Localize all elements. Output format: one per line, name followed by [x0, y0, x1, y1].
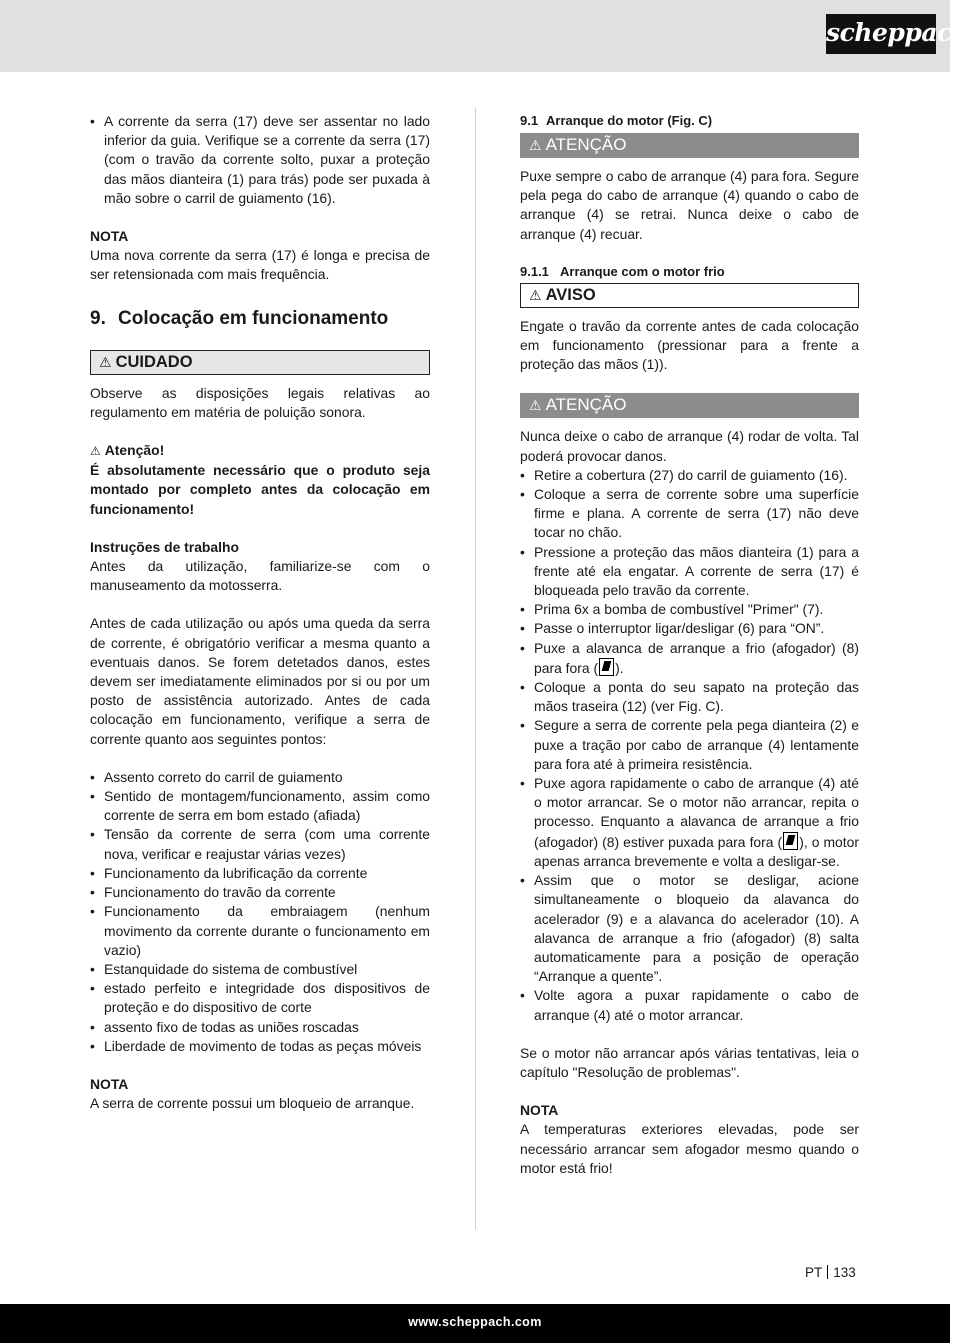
page-language: PT [805, 1265, 823, 1280]
note-text: A serra de corrente possui um bloqueio de arranque. [90, 1095, 415, 1112]
left-column [90, 112, 430, 1113]
footer-bar [0, 1304, 950, 1343]
list-item: • assento fixo de todas as uniões roscadas [90, 1018, 430, 1037]
list-item: • Prima 6x a bomba de combustível "Primer" (7). [520, 600, 859, 619]
step-text: Puxe a alavanca de arranque a frio (afogador) (8) para fora ( [534, 639, 859, 676]
attention-box [520, 133, 859, 158]
subsection-number: 9.1 [520, 113, 539, 128]
warning-triangle-icon: ⚠ [529, 138, 542, 154]
list-item [520, 639, 859, 678]
list-item: • Sentido de montagem/funcionamento, assim como corrente de serra em bom estado (afiada) [90, 787, 430, 825]
check-list [90, 768, 430, 1056]
page-number-value: 133 [833, 1265, 856, 1280]
instructions-label: Instruções de trabalho [90, 538, 239, 555]
attention-box [520, 393, 859, 418]
list-item: • Funcionamento da lubrificação da corrente [90, 864, 430, 883]
caution-box [90, 350, 430, 375]
subsection-title-text: Arranque do motor (Fig. C) [546, 113, 713, 128]
step-text: Puxe agora rapidamente o cabo de arranque (4) até o motor arrancar. Se o motor não arrancar, repita o processo. Enquanto a alavanca de arranque a frio (afogador) (8) estiver puxada para fora ( [534, 775, 859, 850]
list-item: • Liberdade de movimento de todas as peças móveis [90, 1037, 430, 1056]
instructions-text: Antes da utilização, familiarize-se com o manuseamento da motosserra. [90, 558, 430, 594]
list-item: • Estanquidade do sistema de combustível [90, 960, 430, 979]
list-item: • Volte agora a puxar rapidamente o cabo de arranque (4) até o motor arrancar. [520, 986, 859, 1024]
intro-list [90, 112, 430, 208]
note-label: NOTA [90, 228, 129, 245]
attention-text: Nunca deixe o cabo de arranque (4) rodar de volta. Tal poderá provocar danos. [520, 428, 859, 464]
column-divider [475, 108, 476, 1230]
warning-triangle-icon: ⚠ [529, 287, 542, 304]
list-item: • Coloque a ponta do seu sapato na proteção das mãos traseira (12) (ver Fig. C). [520, 678, 859, 716]
section-number: 9. [90, 307, 106, 329]
note-label: NOTA [520, 1102, 559, 1119]
subsection-title [520, 112, 859, 130]
list-item [520, 774, 859, 871]
attention-label: ⚠ Atenção! [90, 441, 430, 461]
note-text: A temperaturas exteriores elevadas, pode ser necessário arrancar sem afogador mesmo quando o motor está frio! [520, 1121, 859, 1176]
list-item: • Retire a cobertura (27) do carril de guiamento (16). [520, 466, 859, 485]
step-text: ). [615, 659, 624, 676]
list-item: • Coloque a serra de corrente sobre uma superfície firme e plana. A corrente de serra (17) não deve tocar no chão. [520, 485, 859, 543]
caution-text: Observe as disposições legais relativas ao regulamento em matéria de poluição sonora. [90, 384, 430, 420]
fail-text: Se o motor não arrancar após várias tentativas, leia o capítulo "Resolução de problemas". [520, 1044, 859, 1080]
attention-text: É absolutamente necessário que o produto seja montado por completo antes da colocação em funcionamento! [90, 462, 430, 517]
list-item: • Assento correto do carril de guiamento [90, 768, 430, 787]
attention-label: ATENÇÃO [545, 135, 627, 154]
brand-logo: scheppach [826, 14, 936, 54]
warning-label: AVISO [545, 285, 596, 304]
list-item: • Pressione a proteção das mãos dianteira (1) para a frente até ela engatar. A corrente de serra (17) é bloqueada pelo travão da corrente. [520, 543, 859, 601]
page-number-separator [827, 1265, 828, 1279]
page-number [805, 1265, 856, 1280]
section-title [90, 307, 430, 331]
step-text: ), o motor apenas arranca brevemente e volta a desligar-se. [534, 833, 859, 869]
caution-label: CUIDADO [115, 352, 193, 371]
attention-text: Puxe sempre o cabo de arranque (4) para fora. Segure pela pega do cabo de arranque (4) quando o cabo de arranque (4) se retrai. Nunca deixe o cabo de arranque (4) recuar. [520, 168, 859, 242]
warning-box [520, 283, 859, 308]
list-item: • Assim que o motor se desligar, acione simultaneamente o bloqueio da alavanca do acelerador (9) e a alavanca do acelerador (10). A alavanca de arranque a frio (afogador) (8) salta automaticamente para a posição de operação “Arranque a quente”. [520, 871, 859, 986]
list-item: • A corrente da serra (17) deve ser assentar no lado inferior da guia. Verifique se a corrente da serra (17) (com o travão da corrente solto, puxar a proteção das mãos dianteira (1) para trás) pode ser puxada à mão sobre o carril de guiamento (16). [90, 112, 430, 208]
warning-triangle-icon: ⚠ [99, 354, 112, 371]
list-item: • Funcionamento da embraiagem (nenhum movimento da corrente durante o funcionamento em vazio) [90, 902, 430, 960]
warning-triangle-icon: ⚠ [529, 398, 542, 415]
warning-triangle-icon: ⚠ [90, 444, 101, 459]
footer-url[interactable]: www.scheppach.com [408, 1315, 542, 1329]
choke-symbol-icon [783, 832, 798, 850]
note-label: NOTA [90, 1075, 129, 1092]
warning-text: Engate o travão da corrente antes de cada colocação em funcionamento (pressionar para a frente a proteção das mãos (1)). [520, 317, 859, 373]
subsection-number: 9.1.1 [520, 263, 549, 279]
right-column [520, 112, 859, 1178]
list-item: • estado perfeito e integridade dos dispositivos de proteção e do dispositivo de corte [90, 979, 430, 1017]
start-steps-list [520, 466, 859, 1025]
list-item: • Segure a serra de corrente pela pega dianteira (2) e puxe a tração por cabo de arranque (4) lentamente para fora até à primeira resistência. [520, 716, 859, 774]
check-intro-text: Antes de cada utilização ou após uma queda da serra de corrente, é obrigatório verificar a mesma quanto a eventuais danos. Se forem detetados danos, estes devem ser imediatamente eliminados por si ou por um posto de assistência autorizado. Antes de cada colocação em funcionamento, verifique a serra de corrente quanto aos seguintes pontos: [90, 615, 430, 747]
header-bar [0, 0, 969, 72]
list-item: • Funcionamento do travão da corrente [90, 883, 430, 902]
subsection-title-text: Arranque com o motor frio [560, 263, 725, 279]
subsection-title [520, 263, 859, 281]
attention-label: ATENÇÃO [545, 395, 627, 415]
note-text: Uma nova corrente da serra (17) é longa e precisa de ser retensionada com mais frequência. [90, 247, 430, 283]
list-item: • Tensão da corrente de serra (com uma corrente nova, verificar e reajustar várias vezes) [90, 825, 430, 863]
list-item: • Passe o interruptor ligar/desligar (6) para “ON”. [520, 619, 859, 638]
choke-symbol-icon [599, 658, 614, 676]
section-title-text: Colocação em funcionamento [118, 307, 389, 329]
